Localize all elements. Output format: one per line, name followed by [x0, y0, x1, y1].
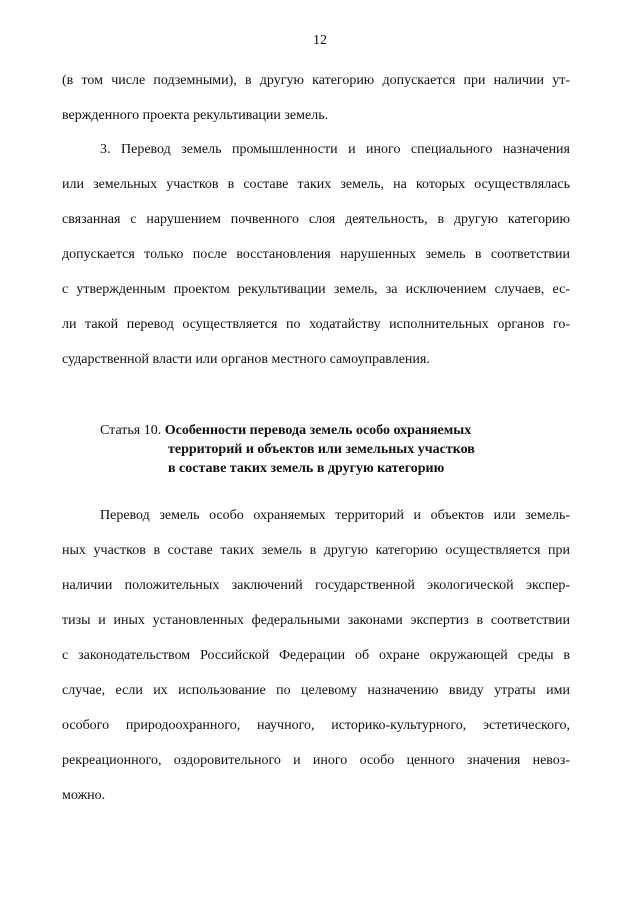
paragraph-3-line-4: тизы и иных установленных федеральными законами экспертиз в соответствии: [62, 613, 570, 628]
article-title-line-3: в составе таких земель в другую категорию: [168, 461, 445, 476]
article-number: Статья 10.: [100, 423, 162, 438]
paragraph-2-line-1: 3. Перевод земель промышленности и иного специального назначения: [100, 142, 570, 157]
paragraph-3-line-6: случае, если их использование по целевому назначению ввиду утраты ими: [62, 683, 570, 698]
paragraph-3-line-1: Перевод земель особо охраняемых территорий и объектов или земель-: [100, 508, 570, 523]
paragraph-2-line-5: с утвержденным проектом рекультивации земель, за исключением случаев, ес-: [62, 282, 570, 297]
paragraph-2-line-4: допускается только после восстановления нарушенных земель в соответствии: [62, 247, 570, 262]
article-heading: [100, 422, 471, 440]
paragraph-3-line-3: наличии положительных заключений государственной экологической экспер-: [62, 578, 570, 593]
paragraph-1-line-2: вержденного проекта рекультивации земель.: [62, 108, 329, 123]
paragraph-3-line-7: особого природоохранного, научного, историко-культурного, эстетического,: [62, 718, 570, 733]
paragraph-3-line-2: ных участков в составе таких земель в другую категорию осуществляется при: [62, 543, 570, 558]
article-title-line-2: территорий и объектов или земельных участков: [168, 442, 475, 457]
paragraph-1-line-1: (в том числе подземными), в другую категорию допускается при наличии ут-: [62, 73, 570, 88]
paragraph-2-line-7: сударственной власти или органов местного самоуправления.: [62, 352, 430, 367]
paragraph-3-line-5: с законодательством Российской Федерации об охране окружающей среды в: [62, 648, 570, 663]
paragraph-2-line-6: ли такой перевод осуществляется по ходатайству исполнительных органов го-: [62, 317, 570, 332]
paragraph-2-line-3: связанная с нарушением почвенного слоя деятельность, в другую категорию: [62, 212, 570, 227]
article-title-line-1: Особенности перевода земель особо охраняемых: [164, 423, 472, 438]
paragraph-2-line-2: или земельных участков в составе таких земель, на которых осуществлялась: [62, 177, 570, 192]
paragraph-3-line-8: рекреационного, оздоровительного и иного особо ценного значения невоз-: [62, 753, 570, 768]
paragraph-3-line-9: можно.: [62, 788, 106, 803]
page-number: 12: [313, 33, 327, 48]
